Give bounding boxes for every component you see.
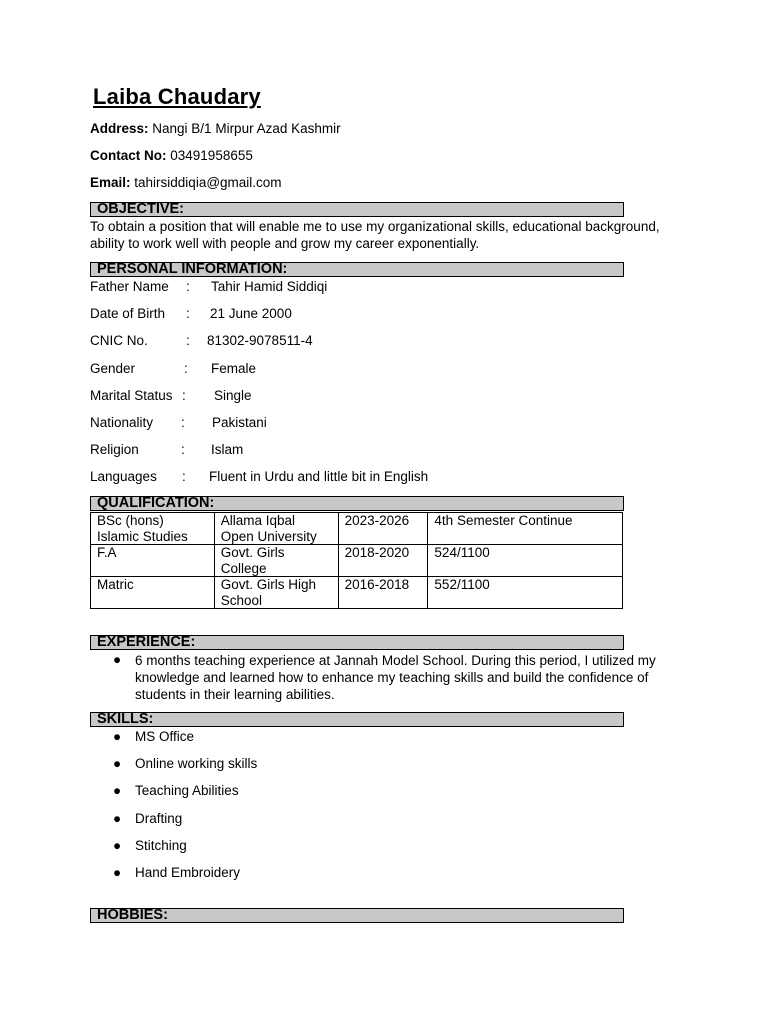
bullet-icon: ● (113, 811, 122, 826)
personal-info-value: Female (211, 361, 257, 376)
personal-info-label: Father Name (90, 279, 169, 294)
personal-info-separator: : (184, 361, 188, 376)
personal-info-row (0, 415, 768, 433)
qualification-institute-cell: Govt. Girls High School (214, 577, 338, 609)
skill-label: Stitching (135, 838, 187, 853)
personal-info-value: Single (214, 388, 252, 403)
skill-label: Hand Embroidery (135, 865, 241, 880)
objective-heading: OBJECTIVE: (90, 202, 624, 217)
qualification-years-cell: 2018-2020 (338, 545, 428, 577)
personal-info-separator: : (181, 415, 185, 430)
qualification-table (90, 512, 623, 609)
experience-heading: EXPERIENCE: (90, 635, 624, 650)
personal-info-label: CNIC No. (90, 333, 148, 348)
phone-label: Contact No: (90, 148, 167, 163)
table-row (91, 545, 623, 577)
personal-info-separator: : (186, 306, 190, 321)
personal-info-row (0, 306, 768, 324)
qualification-years-cell: 2023-2026 (338, 513, 428, 545)
skill-label: Drafting (135, 811, 183, 826)
qualification-years-cell: 2016-2018 (338, 577, 428, 609)
personal-info-separator: : (186, 279, 190, 294)
personal-info-value: 81302-9078511-4 (207, 333, 313, 348)
phone-line (90, 148, 253, 163)
experience-text: 6 months teaching experience at Jannah Model School. During this period, I utilized my knowledge and learned how to enhance my teaching skills and build the confidence of students in their learning abilities. (135, 653, 656, 702)
personal-info-separator: : (182, 469, 186, 484)
table-row (91, 513, 623, 545)
qualification-institute-cell: Allama Iqbal Open University (214, 513, 338, 545)
hobbies-heading: HOBBIES: (90, 908, 624, 923)
personal-info-row (0, 361, 768, 379)
personal-info-value: Tahir Hamid Siddiqi (211, 279, 328, 294)
personal-info-separator: : (182, 388, 186, 403)
personal-info-label: Date of Birth (90, 306, 166, 321)
skill-item (0, 838, 768, 856)
email-label: Email: (90, 175, 131, 190)
email-line (90, 175, 282, 190)
personal-info-row (0, 469, 768, 487)
address-line (90, 121, 341, 136)
skill-label: MS Office (135, 729, 195, 744)
personal-info-label: Nationality (90, 415, 154, 430)
qualification-degree-cell: F.A (91, 545, 215, 577)
qualification-institute-cell: Govt. Girls College (214, 545, 338, 577)
personal-info-value: 21 June 2000 (210, 306, 292, 321)
qualification-result-cell: 524/1100 (428, 545, 623, 577)
personal-info-heading: PERSONAL INFORMATION: (90, 262, 624, 277)
objective-text: To obtain a position that will enable me to use my organizational skills, educational background, ability to work well with people and grow my career exponentially. (90, 219, 660, 251)
skill-label: Online working skills (135, 756, 258, 771)
skill-item (0, 811, 768, 829)
bullet-icon: ● (113, 783, 122, 798)
bullet-icon: ● (113, 729, 122, 744)
personal-info-value: Pakistani (212, 415, 267, 430)
resume-name: Laiba Chaudary (93, 84, 261, 109)
skill-label: Teaching Abilities (135, 783, 239, 798)
personal-info-row (0, 442, 768, 460)
address-value: Nangi B/1 Mirpur Azad Kashmir (152, 121, 341, 136)
skill-item (0, 756, 768, 774)
email-value: tahirsiddiqia@gmail.com (134, 175, 282, 190)
skill-item (0, 783, 768, 801)
qualification-result-cell: 552/1100 (428, 577, 623, 609)
address-label: Address: (90, 121, 149, 136)
personal-info-label: Gender (90, 361, 136, 376)
qualification-degree-cell: BSc (hons) Islamic Studies (91, 513, 215, 545)
personal-info-separator: : (186, 333, 190, 348)
bullet-icon: ● (113, 838, 122, 853)
personal-info-label: Languages (90, 469, 157, 484)
personal-info-row (0, 388, 768, 406)
bullet-icon: ● (113, 652, 122, 667)
bullet-icon: ● (113, 865, 122, 880)
skills-heading: SKILLS: (90, 712, 624, 727)
personal-info-label: Religion (90, 442, 139, 457)
personal-info-row (0, 333, 768, 351)
qualification-heading: QUALIFICATION: (90, 496, 624, 511)
bullet-icon: ● (113, 756, 122, 771)
skill-item (0, 729, 768, 747)
skill-item (0, 865, 768, 883)
personal-info-value: Fluent in Urdu and little bit in English (209, 469, 429, 484)
personal-info-separator: : (181, 442, 185, 457)
qualification-degree-cell: Matric (91, 577, 215, 609)
qualification-result-cell: 4th Semester Continue (428, 513, 623, 545)
personal-info-row (0, 279, 768, 297)
personal-info-value: Islam (211, 442, 244, 457)
personal-info-label: Marital Status (90, 388, 173, 403)
table-row (91, 577, 623, 609)
phone-value: 03491958655 (170, 148, 253, 163)
